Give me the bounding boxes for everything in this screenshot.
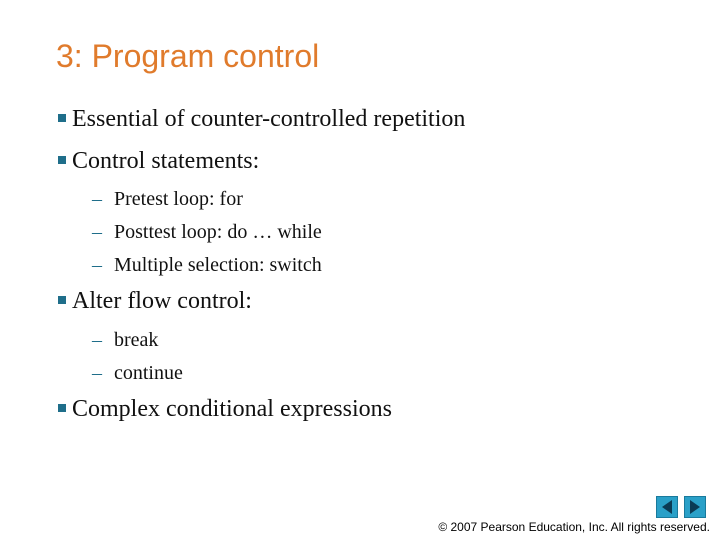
- sub-bullet-dash: –: [92, 254, 102, 276]
- bullet-marker: [58, 296, 66, 304]
- copyright-footer: © 2007 Pearson Education, Inc. All rights reserved.: [438, 520, 710, 534]
- next-slide-icon: [690, 500, 700, 514]
- bullet-text: Control statements:: [72, 148, 260, 174]
- bullet-marker: [58, 114, 66, 122]
- bullet-control-statements: [58, 146, 259, 176]
- sub-bullet-posttest: [92, 219, 322, 245]
- sub-bullet-dash: –: [92, 362, 102, 384]
- sub-bullet-continue: [92, 360, 183, 386]
- bullet-alter-flow-control: [58, 286, 252, 316]
- sub-bullet-text: continue: [114, 362, 183, 384]
- slide-title: 3: Program control: [56, 38, 320, 74]
- bullet-marker: [58, 404, 66, 412]
- bullet-complex-conditional: [58, 394, 392, 424]
- sub-bullet-multiple-selection: [92, 252, 322, 278]
- sub-bullet-dash: –: [92, 188, 102, 210]
- bullet-text: Alter flow control:: [72, 288, 252, 314]
- previous-slide-icon: [662, 500, 672, 514]
- previous-slide-button[interactable]: [656, 496, 678, 518]
- sub-bullet-text: Multiple selection: switch: [114, 254, 322, 276]
- sub-bullet-dash: –: [92, 329, 102, 351]
- bullet-text: Essential of counter-controlled repetition: [72, 106, 466, 132]
- next-slide-button[interactable]: [684, 496, 706, 518]
- sub-bullet-dash: –: [92, 221, 102, 243]
- sub-bullet-text: Pretest loop: for: [114, 188, 243, 210]
- sub-bullet-text: Posttest loop: do … while: [114, 221, 322, 243]
- bullet-text: Complex conditional expressions: [72, 396, 392, 422]
- bullet-marker: [58, 156, 66, 164]
- bullet-essential: [58, 104, 465, 134]
- sub-bullet-text: break: [114, 329, 159, 351]
- sub-bullet-break: [92, 327, 158, 353]
- sub-bullet-pretest: [92, 186, 243, 212]
